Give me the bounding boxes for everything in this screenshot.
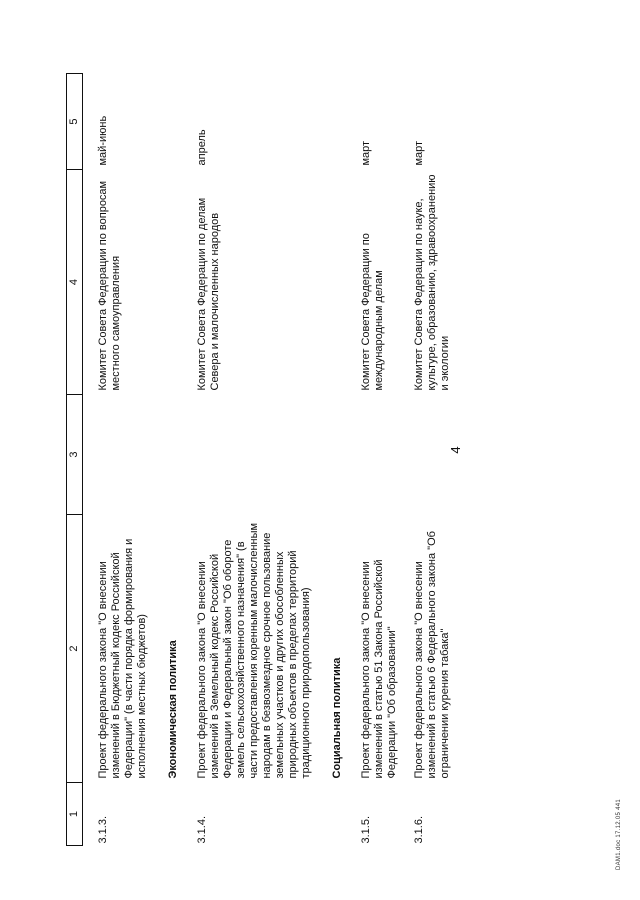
item-number: 3.1.6.: [413, 815, 425, 844]
item-description: Проект федерального закона "О внесении изменений в статью 6 Федерального закона "Об ограничении курения табака": [413, 531, 451, 779]
item-term: март: [413, 140, 425, 166]
table-row: [196, 74, 313, 846]
item-responsible: Комитет Совета Федерации по вопросам местного самоуправления: [97, 180, 122, 391]
item-term: март: [360, 140, 372, 166]
page-number: 4: [448, 446, 463, 454]
plan-table: [66, 73, 452, 846]
item-col3: [360, 395, 399, 515]
column-number-1: 1: [67, 783, 83, 846]
footer-file-code: DAM1.doc 17.12.05 441: [616, 798, 622, 870]
item-number: 3.1.5.: [360, 815, 372, 844]
item-col3: [196, 395, 313, 515]
table-row: [360, 74, 399, 846]
table-row: [83, 74, 150, 846]
table-row: [413, 74, 452, 846]
item-description: Проект федерального закона "О внесении изменений в Бюджетный кодекс Российской Федерации" (в части порядка формирования и исполнения местных бюджетов): [97, 538, 148, 779]
item-description: Проект федерального закона "О внесении изменений в статью 51 Закона Российской Федерации "Об образовании": [360, 559, 398, 779]
column-number-4: 4: [67, 170, 83, 395]
item-responsible: Комитет Совета Федерации по науке, культуре, образованию, здравоохранению и экологии: [413, 174, 451, 391]
item-description: Проект федерального закона "О внесении изменений в Земельный кодекс Российской Федерации и Федеральный закон "Об обороте земель сельскохозяйственного назначения" (в части предоставления коренным малочисленным народам в безвозмездное срочное пользование земельных участков и других обособленных природных объектов в пределах территорий традиционного природопользования): [196, 522, 312, 779]
item-col3: [83, 395, 150, 515]
section-row: [313, 74, 360, 846]
row-spacer: [399, 74, 413, 846]
column-number-header-row: [67, 74, 83, 846]
column-number-5: 5: [67, 74, 83, 170]
column-number-3: 3: [67, 395, 83, 515]
item-number: 3.1.4.: [196, 815, 208, 844]
section-title: Социальная политика: [331, 657, 343, 779]
section-title: Экономическая политика: [167, 640, 179, 779]
item-term: май-июнь: [97, 115, 109, 166]
item-number: 3.1.3.: [97, 815, 109, 844]
item-col3: [413, 395, 452, 515]
item-responsible: Комитет Совета Федерации по международным делам: [360, 233, 385, 391]
item-responsible: Комитет Совета Федерации по делам Севера и малочисленных народов: [196, 197, 221, 391]
column-number-2: 2: [67, 515, 83, 783]
item-term: апрель: [196, 129, 208, 166]
section-row: [149, 74, 196, 846]
